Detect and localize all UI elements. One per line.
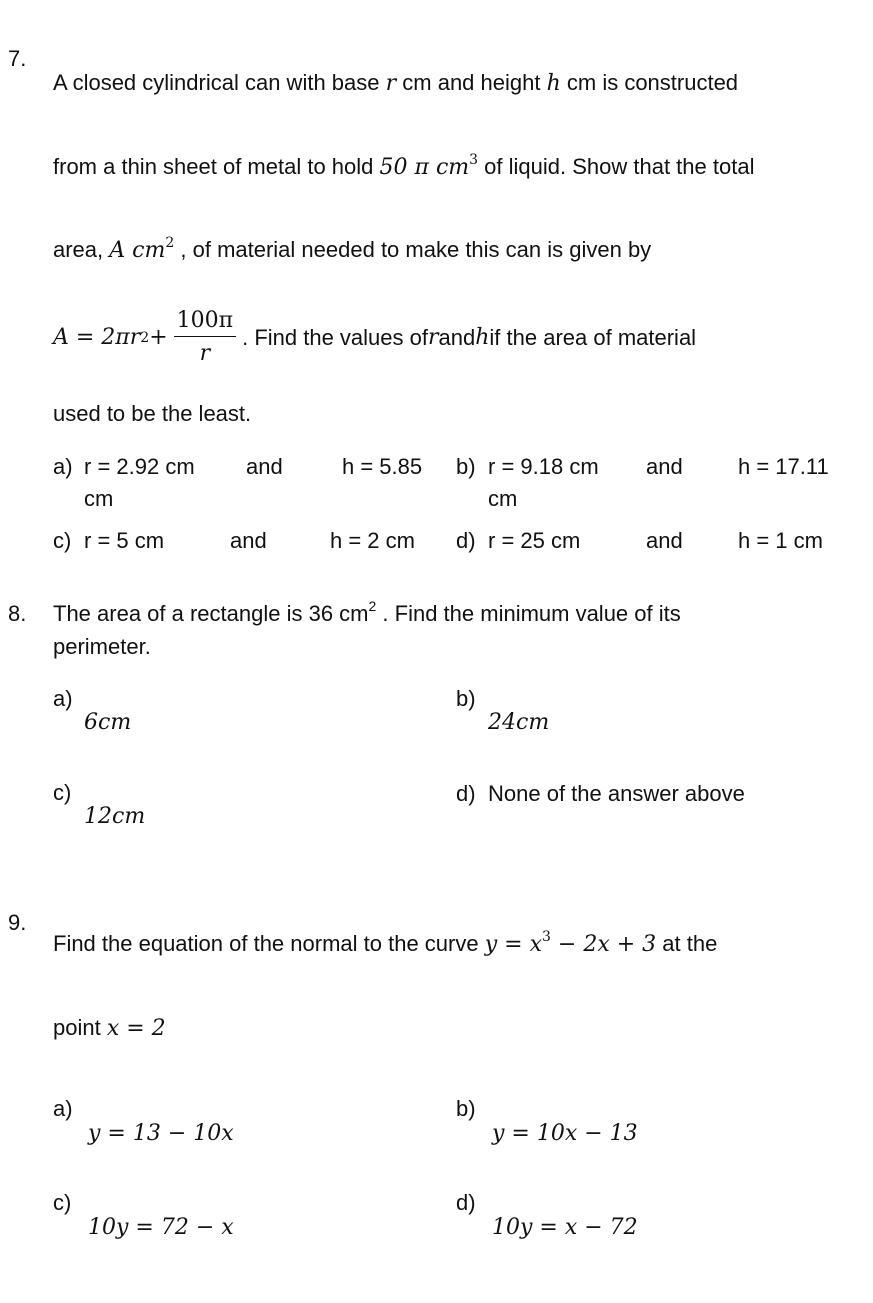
option-c-label[interactable]: c) [53,528,72,553]
option-c-value: 12cm [84,804,146,829]
option-a-r: r = 2.92 cm [84,454,195,479]
text: The area of a rectangle is 36 cm [53,601,369,626]
option-d-value: None of the answer above [488,781,745,806]
math-r: r [427,324,439,350]
formula-lhs: A = 2πr [53,324,141,350]
denominator: r [199,341,211,366]
exponent: 2 [165,235,175,251]
option-a-value: y = 13 − 10x [88,1121,234,1146]
math-volume: 50 π cm [379,155,470,180]
text: area, [53,237,110,262]
option-b-label[interactable]: b) [456,1096,476,1121]
text: if the area of material [489,324,697,350]
option-b-value: y = 10x − 13 [492,1121,638,1146]
fraction [174,310,236,365]
text: cm is constructed [560,70,739,95]
q7-line1 [53,72,738,95]
text: Find the equation of the normal to the curve [53,931,485,956]
text: . Find the minimum value of its [376,601,681,626]
math-curve: y = x [484,932,542,957]
q7-line5: used to be the least. [53,401,252,426]
numerator: 100π [174,310,236,337]
q7-line2 [53,152,755,180]
option-b-label[interactable]: b) [456,686,476,711]
option-b-label[interactable]: b) [456,454,476,479]
math-area: A cm [109,238,166,263]
option-d-label[interactable]: d) [456,1190,476,1215]
q9-number: 9. [8,910,27,935]
option-a-label[interactable]: a) [53,454,73,479]
q8-number: 8. [8,601,27,626]
option-b-r: r = 9.18 cm [488,454,599,479]
option-c-value: 10y = 72 − x [88,1215,234,1240]
option-d-label[interactable]: d) [456,528,476,553]
exponent: 3 [541,929,551,945]
option-a-h: h = 5.85 [342,454,423,479]
option-a-unit: cm [84,486,114,511]
q7-number: 7. [8,46,27,71]
math-curve: − 2x + 3 [550,932,657,957]
option-d-value: 10y = x − 72 [492,1215,638,1240]
text: . Find the values of [242,324,428,350]
option-c-and: and [230,528,267,553]
option-c-label[interactable]: c) [53,1190,72,1215]
text: point [53,1015,107,1040]
q9-line1 [53,929,718,957]
math-h: h [475,324,490,350]
option-b-unit: cm [488,486,518,511]
exponent: 3 [469,152,479,168]
q7-line3 [53,235,652,263]
text: , of material needed to make this can is given by [174,237,652,262]
option-b-value: 24cm [488,710,550,735]
text: and [438,324,476,350]
option-a-label[interactable]: a) [53,686,73,711]
option-b-and: and [646,454,683,479]
text: from a thin sheet of metal to hold [53,154,380,179]
option-c-h: h = 2 cm [330,528,415,553]
math-h: h [546,71,561,96]
option-d-r: r = 25 cm [488,528,581,553]
text: A closed cylindrical can with base [53,70,386,95]
q8-line1 [53,598,681,626]
q8-line2: perimeter. [53,634,151,659]
option-a-and: and [246,454,283,479]
q9-line2 [53,1017,166,1040]
q7-formula-line: A = 2πr 2 + $\frac{100\pi}{r}$ . Find the values of r and h if the area of material [53,308,697,366]
option-d-and: and [646,528,683,553]
option-c-label[interactable]: c) [53,780,72,805]
math-point: x = 2 [106,1016,166,1041]
text: of liquid. Show that the total [478,154,755,179]
option-b-h: h = 17.11 [738,454,829,479]
exponent: 2 [368,598,377,614]
text: cm and height [396,70,547,95]
option-a-value: 6cm [84,710,132,735]
text: at the [656,931,718,956]
option-d-h: h = 1 cm [738,528,823,553]
math-r: r [385,71,397,96]
plus: + [149,324,168,350]
option-c-r: r = 5 cm [84,528,165,553]
option-a-label[interactable]: a) [53,1096,73,1121]
option-d-label[interactable]: d) [456,781,476,806]
